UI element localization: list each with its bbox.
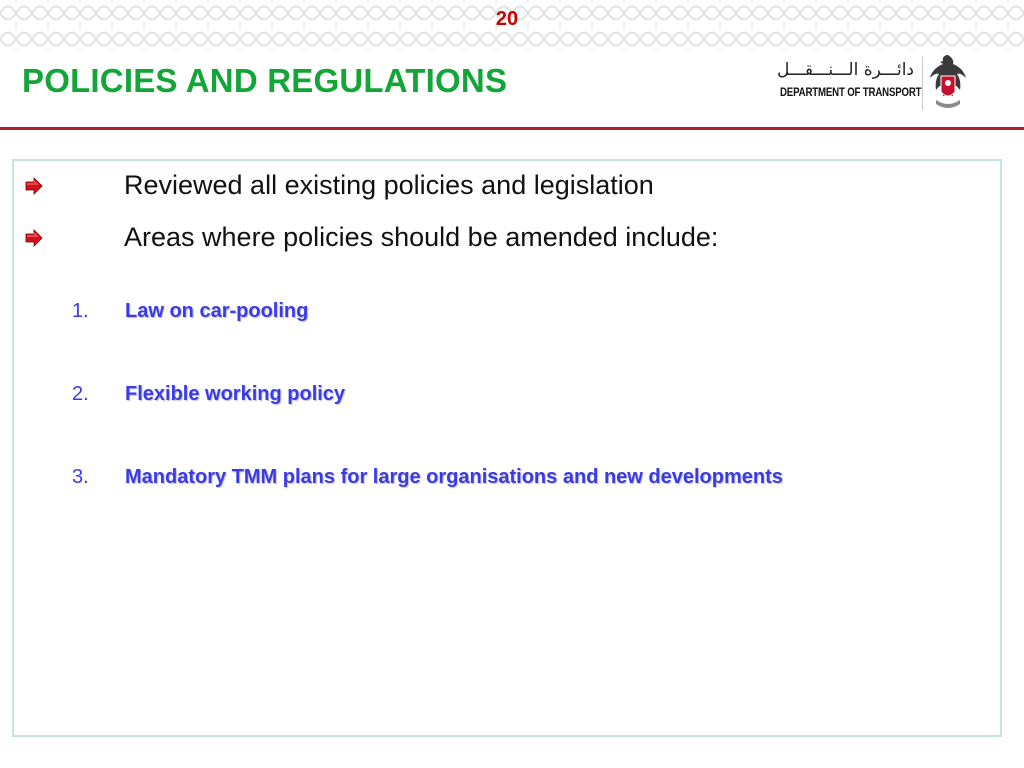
item-number: 2.	[72, 383, 89, 405]
red-arrow-bullet-icon	[24, 228, 44, 248]
item-number: 3.	[72, 466, 89, 488]
item-text: Law on car-pooling	[125, 300, 309, 322]
slide-title: POLICIES AND REGULATIONS	[22, 62, 508, 99]
item-text: Flexible working policy	[125, 383, 346, 405]
department-logo	[772, 52, 972, 116]
slide-number: 20	[495, 8, 519, 30]
numbered-item	[0, 466, 1000, 496]
numbered-item	[0, 300, 1000, 330]
bullet-item	[0, 222, 1000, 262]
falcon-emblem-icon	[926, 52, 970, 114]
logo-arabic-text: دائـــرة الـــنـــقـــل	[777, 60, 914, 80]
logo-english-text: DEPARTMENT OF TRANSPORT	[780, 87, 922, 99]
item-number: 1.	[72, 300, 89, 322]
logo-divider	[922, 56, 923, 110]
bullet-item	[0, 170, 1000, 210]
red-arrow-bullet-icon	[24, 176, 44, 196]
bullet-text: Reviewed all existing policies and legislation	[124, 170, 654, 200]
numbered-item	[0, 383, 1000, 413]
header-divider	[0, 127, 1024, 130]
item-text: Mandatory TMM plans for large organisations and new developments	[125, 466, 783, 488]
bullet-text: Areas where policies should be amended include:	[124, 222, 719, 252]
